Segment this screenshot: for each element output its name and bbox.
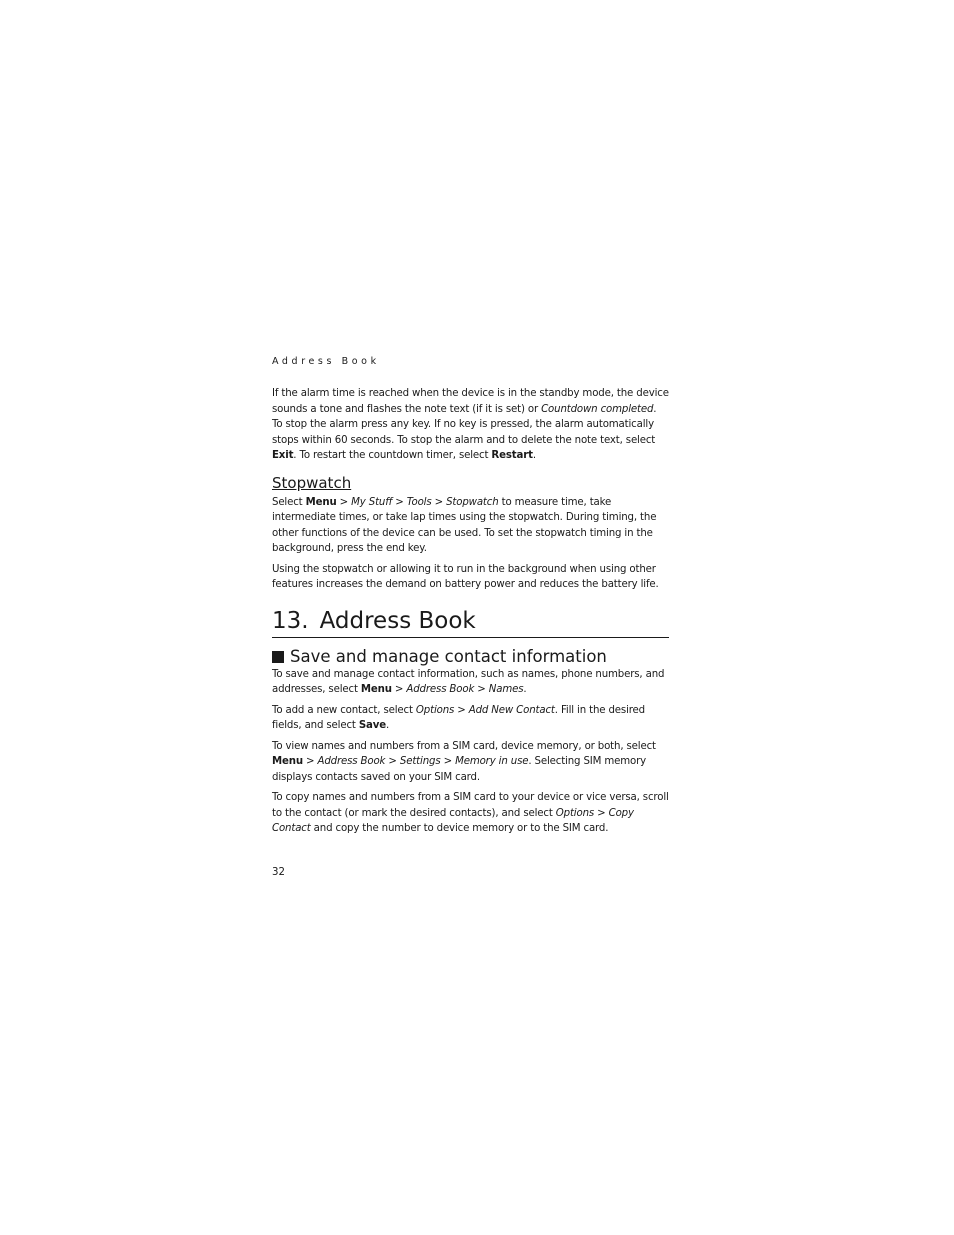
contact-paragraph-3: To view names and numbers from a SIM card, device memory, or both, select Menu > Address Book > Settings > Memory in use. Selecting SIM memory displays contacts saved on your SIM card. [272,740,656,783]
chapter-title [272,607,669,638]
chapter-title-text: Address Book [319,607,476,634]
chapter-number: 13. [272,607,309,634]
section-heading [272,647,669,667]
contact-paragraph-1: To save and manage contact information, such as names, phone numbers, and addresses, select Menu > Address Book > Names. [272,668,665,695]
square-bullet-icon [272,651,284,663]
contact-paragraph-2: To add a new contact, select Options > Add New Contact. Fill in the desired fields, and select Save. [272,704,645,731]
stopwatch-paragraph-1: Select Menu > My Stuff > Tools > Stopwatch to measure time, take intermediate times, or take lap times using the stopwatch. During timing, the other functions of the device can be used. To set the stopwatch timing in the background, press the end key. [272,496,657,554]
contact-paragraph-4: To copy names and numbers from a SIM card to your device or vice versa, scroll to the contact (or mark the desired contacts), and select Options > Copy Contact and copy the number to device memory or to the SIM card. [272,792,669,834]
alarm-paragraph: If the alarm time is reached when the device is in the standby mode, the device sounds a tone and flashes the note text (if it is set) or Countdown completed. To stop the alarm press any key. If no key is pressed, the alarm automatically stops within 60 seconds. To stop the alarm and to delete the note text, select Exit. To restart the countdown timer, select Restart. [272,388,669,461]
stopwatch-heading: Stopwatch [272,473,352,492]
document-page [272,355,669,880]
page-number: 32 [272,866,285,878]
stopwatch-paragraph-2: Using the stopwatch or allowing it to run in the background when using other features increases the demand on battery power and reduces the battery life. [272,563,659,590]
section-heading-text: Save and manage contact information [290,646,607,666]
running-header: Address Book [272,356,380,367]
